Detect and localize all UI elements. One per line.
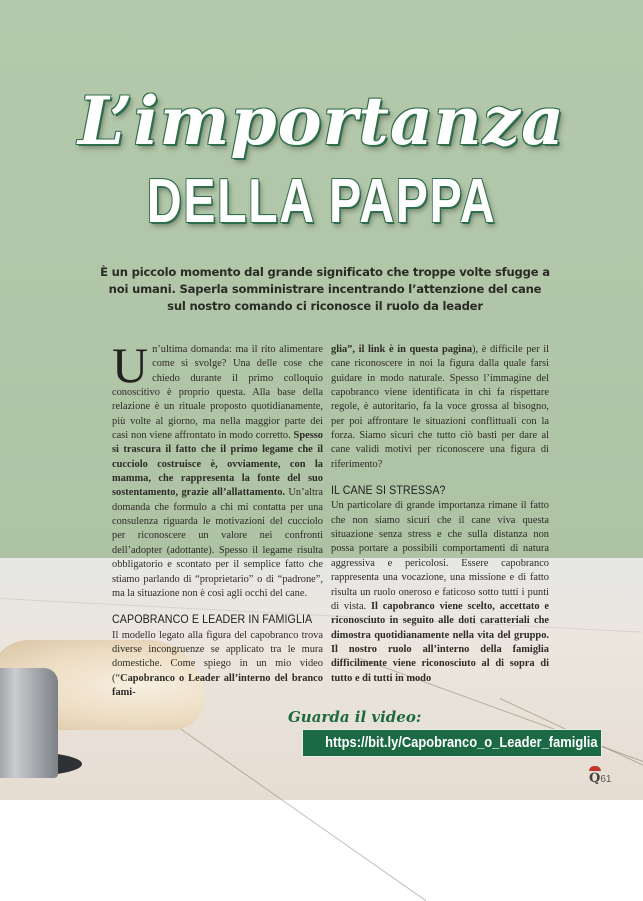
page-footer [589, 771, 611, 786]
paragraph [112, 629, 323, 701]
paragraph [331, 499, 549, 685]
subtitle: È un piccolo momento dal grande significato che troppe volte sfugge a noi umani. Saperla somministrare incentrando l’attenzione del cane sul nostro comando ci riconosce il ruolo da leader [100, 265, 550, 313]
text: ), è difficile per il cane riconoscere in noi la figura dalla quale farsi guidare in modo naturale. Spesso l’immagine del capobranco viene identificata in chi fa rispettare regole, è autoritario, fa la voce grossa al bisogno, per poi affrontare le situazioni conflittuali con la forza. Siamo sicuri che tutto ciò basti per dare al cane validi motivi per riconoscere una figura di riferimento? [331, 344, 549, 470]
video-link[interactable] [302, 729, 602, 757]
section-heading: IL CANE SI STRESSA? [331, 484, 446, 498]
section-heading: CAPOBRANCO E LEADER IN FAMIGLIA [112, 613, 313, 627]
article-column-2 [331, 343, 549, 686]
magazine-logo: Q [589, 771, 601, 786]
bold-text: Spesso si trascura il fatto che il primo legame che il cucciolo costruisce è, ovviamente, con la mamma, che rappresenta la fonte del suo sostentamento, grazie all’allattamento. [112, 430, 323, 499]
drop-cap: U [112, 337, 149, 393]
page-number: 61 [600, 774, 612, 785]
food-bowl-image [0, 668, 58, 778]
bold-text: glia”, il link è in questa pagina [331, 344, 473, 355]
text: Un’altra domanda che formulo a chi mi contatta per una consulenza riguarda le motivazioni del cucciolo per riconoscere un valore nei confronti dell’adopter (adottante). Spesso il legame risulta obbligatorio e scontato per il semplice fatto che stiamo parlando di “proprietario” o di “padrone”, ma la situazione non è così agli occhi del cane. [112, 487, 324, 599]
video-label: Guarda il video: [288, 708, 422, 726]
text: Un particolare di grande importanza rimane il fatto che non siamo sicuri che il cane viva questa situazione senza stress e che sulla distanza non possa portare a possibili comportamenti di natura aggressiva e pericolosi. Essere capobranco rappresenta una vocazione, una missione e di fatto risulta un ruolo oneroso e faticoso sotto tutti i punti di vista. [331, 500, 549, 612]
title-caps: DELLA PAPPA [146, 167, 497, 236]
paragraph [112, 337, 324, 601]
article-column-1 [112, 337, 324, 700]
paragraph [331, 343, 549, 472]
text: n’ultima domanda: ma il rito alimentare come si svolge? Una delle cose che chiedo durante il primo colloquio conoscitivo è proprio questa. Alla base della relazione è un rituale proposto quotidianamente, più volte al giorno, ma nella maggior parte dei casi non viene affrontato in modo corretto. [112, 344, 323, 442]
text: Il modello legato alla figura del capobranco trova diverse incongruenze se applicato tra le mura domestiche. Come spiego in un mio video (“ [112, 629, 323, 684]
logo-crown-icon [589, 766, 601, 771]
title-script: L’importanza [78, 82, 565, 160]
video-url[interactable]: https://bit.ly/Capobranco_o_Leader_famiglia [325, 734, 598, 751]
bold-text: Il capobranco viene scelto, accettato e riconosciuto in seguito alle doti caratteriali che dimostra quotidianamente nella vita del gruppo. Il nostro ruolo all’interno della famiglia difficilmente viene riconosciuto al di sopra di tutto e di tutti in modo [331, 600, 550, 684]
bold-text: Capobranco o Leader all’interno del branco fami- [112, 672, 323, 698]
